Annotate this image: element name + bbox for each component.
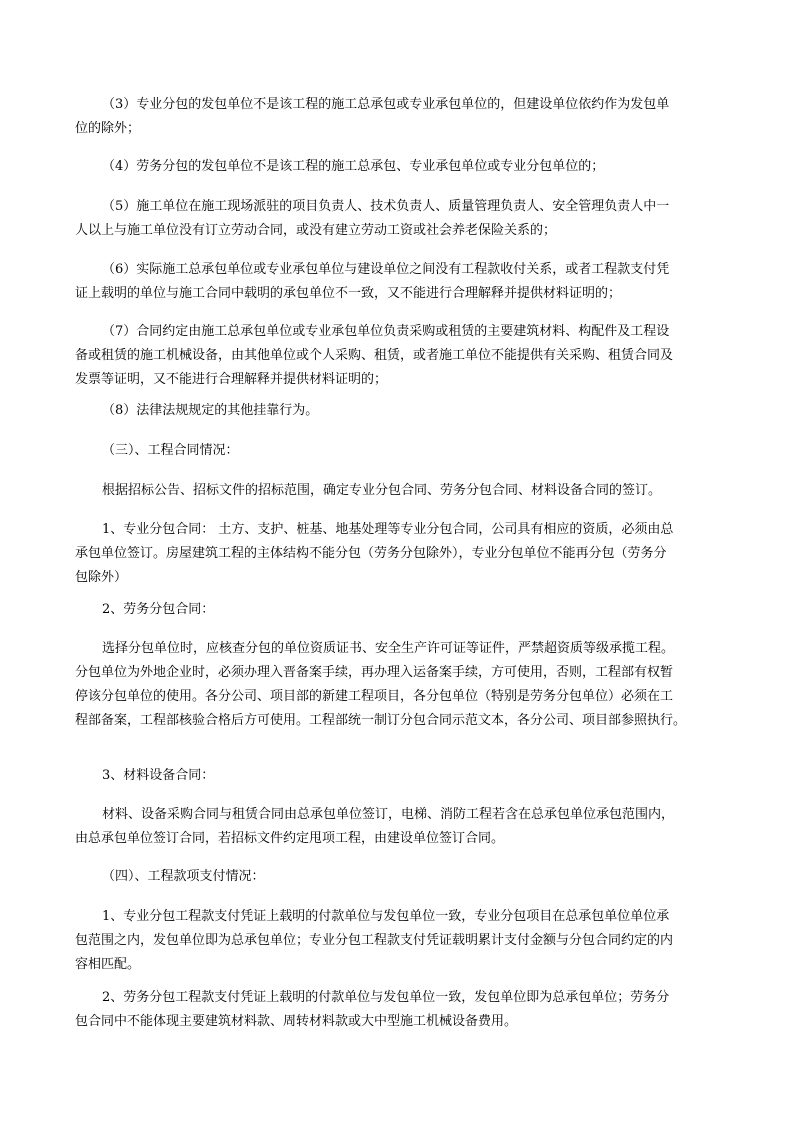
text-line: 承包单位签订。房屋建筑工程的主体结构不能分包（劳务分包除外），专业分包单位不能再分包（劳务分 <box>75 546 667 561</box>
paragraph-item-3 <box>75 93 718 141</box>
text-line: 1、专业分包工程款支付凭证上载明的付款单位与发包单位一致，专业分包项目在总承包单位单位承 <box>102 909 670 924</box>
paragraph-item-8 <box>102 399 718 423</box>
heading-line: （四）、工程款项支付情况： <box>102 869 265 884</box>
paragraph-item-6 <box>75 258 718 306</box>
paragraph-professional-subcontract <box>75 518 718 590</box>
text-line: （4）劳务分包的发包单位不是该工程的施工总承包、专业承包单位或专业分包单位的； <box>102 159 605 174</box>
text-line: 程部备案，工程部核验合格后方可使用。工程部统一制订分包合同示范文本，各分公司、项目部参照执行。 <box>75 713 687 728</box>
text-line: 1、专业分包合同： 土方、支护、桩基、地基处理等专业分包合同，公司具有相应的资质，必须由总 <box>102 522 674 537</box>
section-heading-4 <box>102 865 718 889</box>
paragraph-material-contract <box>75 803 718 851</box>
text-line: 人以上与施工单位没有订立劳动合同，或没有建立劳动工资或社会养老保险关系的； <box>75 223 557 238</box>
text-line: 发票等证明，又不能进行合理解释并提供材料证明的； <box>75 372 388 387</box>
text-line: 2、劳务分包工程款支付凭证上载明的付款单位与发包单位一致，发包单位即为总承包单位；劳务分 <box>102 990 670 1005</box>
heading-line: 3、材料设备合同： <box>102 768 215 783</box>
text-line: 包范围之内，发包单位即为总承包单位；专业分包工程款支付凭证载明累计支付金额与分包合同约定的内 <box>75 933 674 948</box>
text-line: 停该分包单位的使用。各分公司、项目部的新建工程项目，各分包单位（特别是劳务分包单位）必须在工 <box>75 689 674 704</box>
paragraph-payment-2 <box>75 986 718 1034</box>
text-line: 选择分包单位时，应核查分包的单位资质证书、安全生产许可证等证件，严禁超资质等级承揽工程。 <box>102 641 675 656</box>
text-line: 包合同中不能体现主要建筑材料款、周转材料款或大中型施工机械设备费用。 <box>75 1014 518 1029</box>
text-line: （8）法律法规规定的其他挂靠行为。 <box>102 403 319 418</box>
text-line: 包除外） <box>75 570 128 585</box>
text-line: （7）合同约定由施工总承包单位或专业承包单位负责采购或租赁的主要建筑材料、构配件及工程设 <box>102 324 670 339</box>
section-heading-3 <box>102 439 718 463</box>
subheading-labor-subcontract <box>102 598 718 622</box>
text-line: 由总承包单位签订合同，若招标文件约定甩项工程，由建设单位签订合同。 <box>75 831 505 846</box>
text-line: 材料、设备采购合同与租赁合同由总承包单位签订，电梯、消防工程若含在总承包单位承包范围内， <box>102 807 675 822</box>
text-line: 备或租赁的施工机械设备，由其他单位或个人采购、租赁，或者施工单位不能提供有关采购、租赁合同及 <box>75 348 674 363</box>
text-line: （5）施工单位在施工现场派驻的项目负责人、技术负责人、质量管理负责人、安全管理负责人中一 <box>102 199 670 214</box>
paragraph-item-5 <box>75 195 718 243</box>
paragraph-labor-subcontract <box>75 637 718 733</box>
paragraph-item-4 <box>102 155 718 179</box>
text-line: 容相匹配。 <box>75 957 141 972</box>
text-line: 根据招标公告、招标文件的招标范围，确定专业分包合同、劳务分包合同、材料设备合同的签订。 <box>102 483 662 498</box>
paragraph-payment-1 <box>75 905 718 977</box>
paragraph-intro <box>102 479 718 503</box>
text-line: 分包单位为外地企业时，必须办理入晋备案手续，再办理入运备案手续，方可使用，否则，工程部有权暂 <box>75 665 674 680</box>
text-line: 证上载明的单位与施工合同中载明的承包单位不一致，又不能进行合理解释并提供材料证明的； <box>75 286 622 301</box>
paragraph-item-7 <box>75 320 718 392</box>
subheading-material-contract <box>102 764 718 788</box>
text-line: （3）专业分包的发包单位不是该工程的施工总承包或专业承包单位的，但建设单位依约作为发包单 <box>102 97 670 112</box>
text-line: （6）实际施工总承包单位或专业承包单位与建设单位之间没有工程款收付关系，或者工程款支付凭 <box>102 262 670 277</box>
heading-line: 2、劳务分包合同： <box>102 602 215 617</box>
heading-line: （三）、工程合同情况： <box>102 443 239 458</box>
text-line: 位的除外； <box>75 121 141 136</box>
